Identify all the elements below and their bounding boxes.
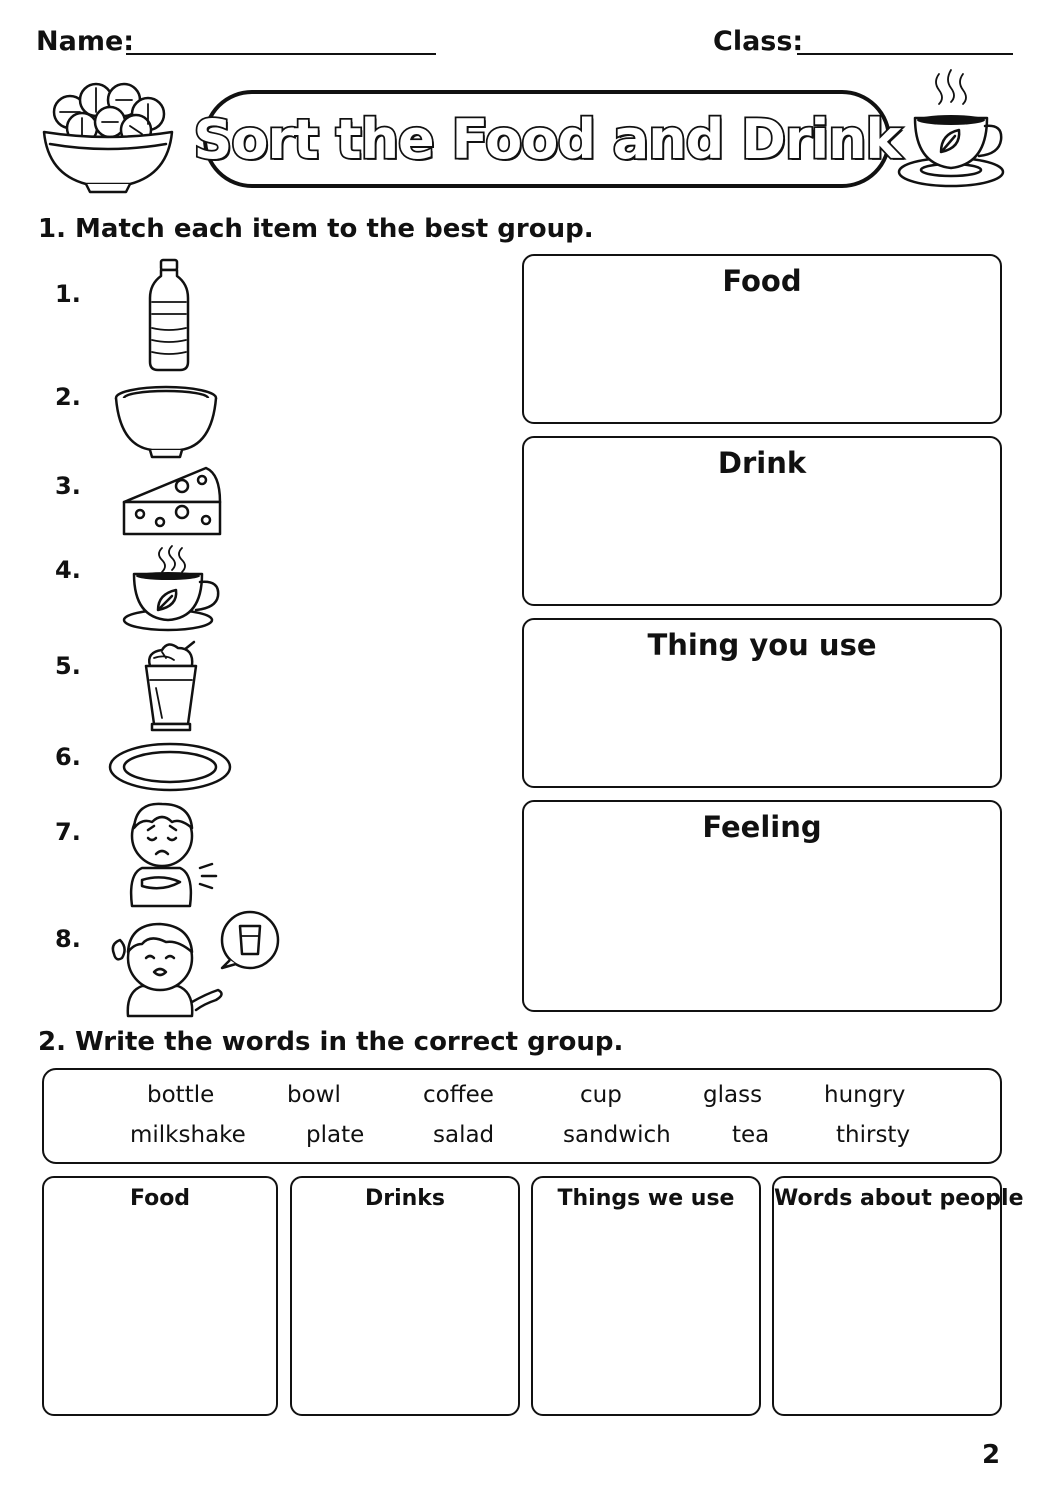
item-number-5: 5.: [55, 652, 81, 680]
thirsty-girl-icon[interactable]: [106, 910, 282, 1018]
plate-icon[interactable]: [106, 740, 234, 794]
item-number-1: 1.: [55, 280, 81, 308]
group-box-drink[interactable]: [522, 436, 1002, 606]
column-title-things-we-use: Things we use: [557, 1186, 735, 1211]
group-title-thing-you-use: Thing you use: [647, 628, 877, 662]
word-thirsty: thirsty: [836, 1122, 911, 1148]
item-number-2: 2.: [55, 383, 81, 411]
name-field[interactable]: [126, 53, 436, 55]
water-bottle-icon[interactable]: [146, 258, 192, 372]
group-title-feeling: Feeling: [702, 810, 822, 844]
hungry-boy-icon[interactable]: [122, 798, 220, 908]
group-box-food[interactable]: [522, 254, 1002, 424]
coffee-cup-icon[interactable]: [120, 544, 224, 636]
item-number-3: 3.: [55, 472, 81, 500]
word-cup: cup: [580, 1082, 622, 1108]
column-food[interactable]: [42, 1176, 278, 1416]
column-title-food: Food: [129, 1186, 191, 1211]
class-field[interactable]: [797, 53, 1013, 55]
column-things-we-use[interactable]: [531, 1176, 761, 1416]
word-plate: plate: [306, 1122, 365, 1148]
word-coffee: coffee: [423, 1082, 494, 1108]
name-label: Name:: [36, 26, 135, 57]
group-title-drink: Drink: [717, 446, 807, 480]
word-hungry: hungry: [824, 1082, 906, 1108]
column-words-about-people[interactable]: [772, 1176, 1024, 1416]
word-tea: tea: [732, 1122, 770, 1148]
tea-cup-icon: [895, 68, 1007, 194]
word-milkshake: milkshake: [130, 1122, 246, 1148]
salad-bowl-icon: [40, 82, 176, 194]
class-label: Class:: [713, 26, 804, 57]
word-bowl: bowl: [287, 1082, 341, 1108]
section1-heading: 1. Match each item to the best group.: [38, 214, 594, 244]
section2-heading: 2. Write the words in the correct group.: [38, 1027, 624, 1057]
item-number-7: 7.: [55, 818, 81, 846]
word-glass: glass: [703, 1082, 763, 1108]
word-salad: salad: [433, 1122, 495, 1148]
column-drinks[interactable]: [290, 1176, 520, 1416]
group-box-thing-you-use[interactable]: [522, 618, 1002, 788]
page-title: Sort the Food and Drink: [193, 107, 901, 171]
column-title-drinks: Drinks: [364, 1186, 446, 1211]
column-title-words-about-people: Words about people: [774, 1186, 1024, 1211]
group-box-feeling[interactable]: [522, 800, 1002, 1012]
group-title-food: Food: [722, 264, 802, 298]
word-bottle: bottle: [147, 1082, 215, 1108]
page-number: 2: [982, 1440, 1001, 1470]
item-number-8: 8.: [55, 925, 81, 953]
item-number-4: 4.: [55, 556, 81, 584]
cheese-icon[interactable]: [120, 462, 224, 540]
word-sandwich: sandwich: [563, 1122, 671, 1148]
title-banner: [193, 90, 901, 188]
milkshake-icon[interactable]: [138, 640, 206, 734]
bowl-icon[interactable]: [112, 384, 220, 460]
item-number-6: 6.: [55, 743, 81, 771]
